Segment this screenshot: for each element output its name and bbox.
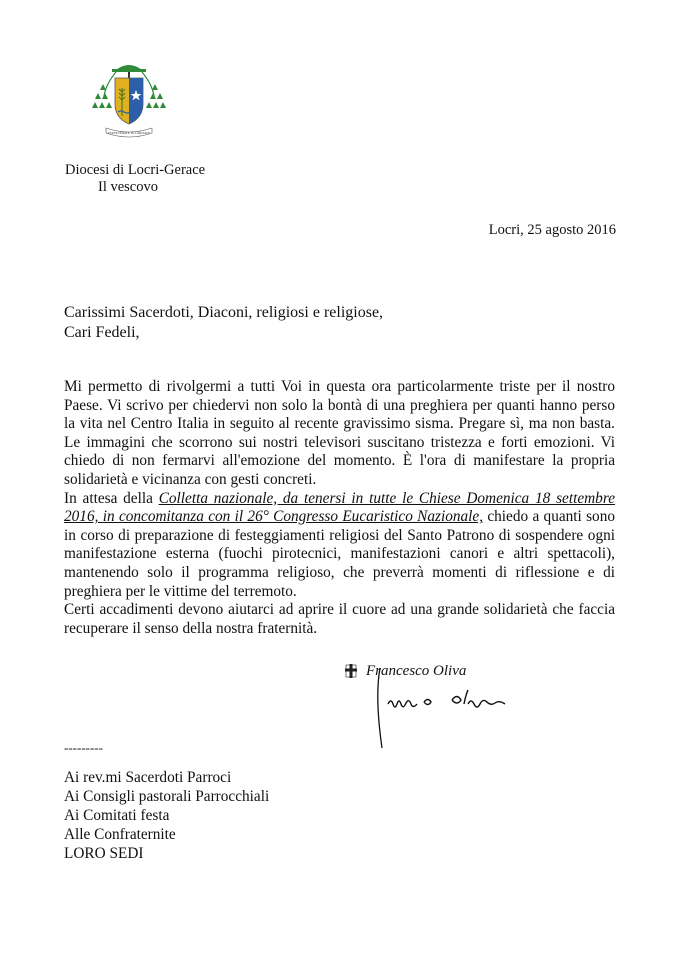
motto-text: PERSEVERATE IN CARITATE (108, 131, 150, 135)
recipients-list (64, 768, 269, 863)
collection-announcement: Colletta nazionale, da tenersi in tutte le Chiese Domenica 18 settembre 2016, in concomitanza con il 26° Congresso Eucaristico Nazionale, (64, 489, 615, 526)
greeting-line-2: Cari Fedeli, (64, 324, 140, 341)
recipient-line: Alle Confraternite (64, 826, 176, 843)
recipient-line: Ai Comitati festa (64, 807, 170, 824)
paragraph-2-rest: chiedo a quanti sono in corso di preparazione di festeggiamenti religiosi del Santo Patrono di sospendere ogni manifestazione esterna (fuochi pirotecnici, manifestazioni canori e altri spettacoli), mantenendo solo il programma religioso, che preverrà momenti di riflessione e di preghiera per le vittime del terremoto. (64, 508, 615, 600)
diocese-name: Diocesi di Locri-Gerace (65, 162, 206, 178)
recipient-line: Ai Consigli pastorali Parrocchiali (64, 788, 270, 805)
recipient-line: Ai rev.mi Sacerdoti Parroci (64, 769, 232, 786)
paragraph-2-intro: In attesa della (64, 489, 159, 507)
letter-body (64, 378, 615, 638)
greeting-line-1: Carissimi Sacerdoti, Diaconi, religiosi e religiose, (64, 304, 384, 321)
body-paragraph-1: Mi permetto di rivolgermi a tutti Voi in questa ora particolarmente triste per il nostro Paese. Vi scrivo per chiedervi non solo la bontà di una preghiera per quanti hanno perso la vita nel Centro Italia in seguito al recente gravissimo sisma. Pregare sì, ma non basta. Le immagini che scorrono sui nostri televisori suscitano tristezza e forti emozioni. Vi chiedo di non fermarvi all'emozione del momento. È l'ora di manifestare la propria solidarietà e vicinanza con gesti concreti. (64, 378, 615, 488)
episcopal-cross-icon (344, 663, 358, 679)
date-line: Locri, 25 agosto 2016 (488, 222, 616, 238)
body-paragraph-3: Certi accadimenti devono aiutarci ad aprire il cuore ad una grande solidarietà che faccia recuperare il senso della nostra fraternità. (64, 601, 615, 637)
greeting (64, 303, 383, 343)
bishop-title: Il vescovo (98, 179, 158, 195)
episcopal-coat-of-arms-emblem (92, 56, 166, 140)
handwritten-signature (364, 660, 544, 760)
separator-line: --------- (64, 740, 103, 755)
body-paragraph-2 (64, 490, 615, 602)
signatory-name: Francesco Oliva (366, 663, 467, 679)
recipient-line: LORO SEDI (64, 845, 144, 862)
signature-block (344, 660, 544, 760)
